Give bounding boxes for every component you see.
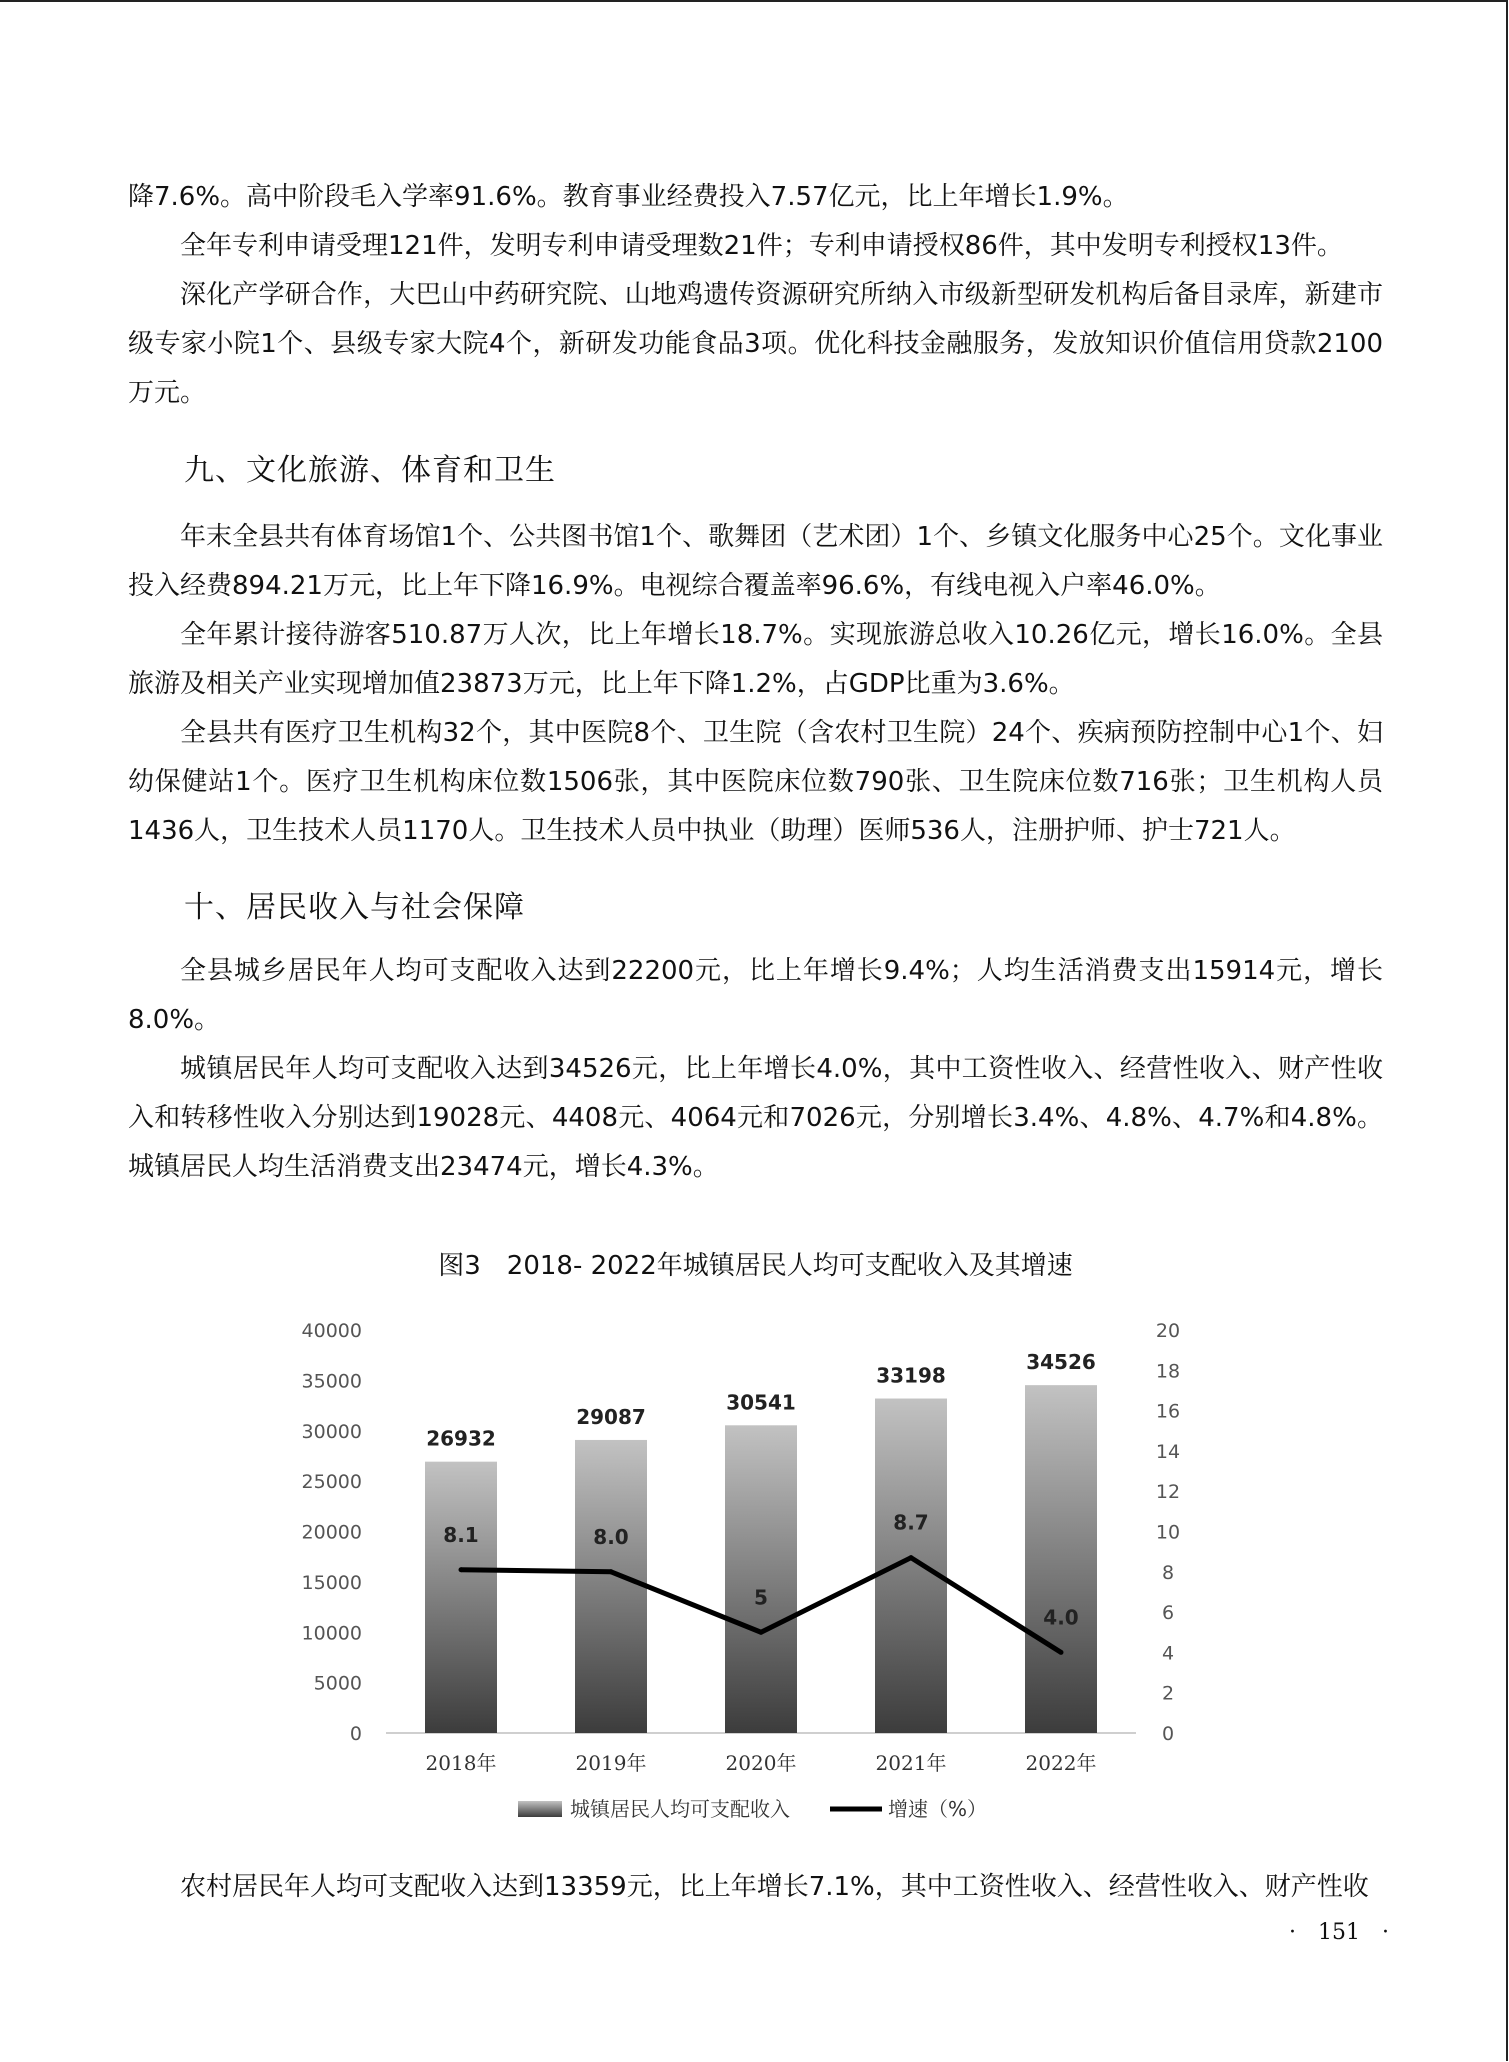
line-point — [759, 1630, 764, 1635]
paragraph: 年末全县共有体育场馆1个、公共图书馆1个、歌舞团（艺术团）1个、乡镇文化服务中心25个。文化事业投入经费894.21万元，比上年下降16.9%。电视综合覆盖率96.6%，有线电视入户率46.0%。 — [128, 522, 1383, 601]
section10-paragraphs — [128, 947, 1383, 1192]
top-paragraphs — [128, 173, 1383, 418]
bottom-paragraph — [128, 1863, 1383, 1912]
bar-data-label: 30541 — [726, 1390, 796, 1415]
bar — [1025, 1385, 1097, 1733]
y-left-tick-label: 20000 — [301, 1521, 362, 1544]
y-right-tick-label: 20 — [1155, 1320, 1181, 1342]
x-tick-label: 2019年 — [575, 1751, 647, 1775]
y-left-tick-label: 40000 — [301, 1320, 362, 1342]
y-left-tick-label: 10000 — [301, 1622, 362, 1645]
y-right-tick-label: 10 — [1155, 1521, 1181, 1544]
paragraph: 深化产学研合作，大巴山中药研究院、山地鸡遗传资源研究所纳入市级新型研发机构后备目录库，新建市级专家小院1个、县级专家大院4个，新研发功能食品3项。优化科技金融服务，发放知识价值信用贷款2100万元。 — [128, 280, 1383, 408]
line-point — [459, 1567, 464, 1572]
y-right-tick-label: 14 — [1155, 1440, 1181, 1463]
y-left-tick-label: 0 — [349, 1723, 362, 1745]
line-data-label: 4.0 — [1043, 1605, 1079, 1630]
y-right-tick-label: 8 — [1161, 1561, 1175, 1584]
bar — [575, 1440, 647, 1733]
y-right-tick-label: 12 — [1155, 1481, 1181, 1504]
figure-title: 图3 2018- 2022年城镇居民人均可支配收入及其增速 — [438, 1251, 1073, 1281]
legend-line-label: 增速（%） — [888, 1797, 988, 1821]
y-left-tick-label: 25000 — [301, 1471, 362, 1494]
income-chart — [290, 1305, 1181, 1835]
section-heading: 十、居民收入与社会保障 — [184, 890, 525, 925]
paragraph: 全县共有医疗卫生机构32个，其中医院8个、卫生院（含农村卫生院）24个、疾病预防控制中心1个、妇幼保健站1个。医疗卫生机构床位数1506张，其中医院床位数790张、卫生院床位数716张；卫生机构人员1436人，卫生技术人员1170人。卫生技术人员中执业（助理）医师536人，注册护师、护士721人。 — [128, 718, 1383, 846]
paragraph: 全年累计接待游客510.87万人次，比上年增长18.7%。实现旅游总收入10.26亿元，增长16.0%。全县旅游及相关产业实现增加值23873万元，比上年下降1.2%，占GDP比重为3.6%。 — [128, 620, 1383, 699]
legend-bar-label: 城镇居民人均可支配收入 — [570, 1797, 790, 1821]
section-heading: 九、文化旅游、体育和卫生 — [184, 453, 556, 488]
x-tick-label: 2022年 — [1025, 1751, 1097, 1775]
y-right-tick-label: 16 — [1155, 1400, 1181, 1423]
x-tick-label: 2018年 — [425, 1751, 497, 1775]
paragraph: 全县城乡居民年人均可支配收入达到22200元，比上年增长9.4%；人均生活消费支出15914元，增长8.0%。 — [128, 956, 1383, 1035]
line-data-label: 8.7 — [893, 1510, 929, 1535]
bar-data-label: 26932 — [426, 1426, 496, 1451]
x-tick-label: 2020年 — [725, 1751, 797, 1775]
bar-data-label: 34526 — [1026, 1350, 1096, 1375]
bar — [725, 1425, 797, 1733]
section9-paragraphs — [128, 513, 1383, 856]
y-left-tick-label: 15000 — [301, 1571, 362, 1594]
line-point — [1059, 1650, 1064, 1655]
y-right-tick-label: 2 — [1161, 1682, 1175, 1705]
page-number: · 151 · — [1289, 1920, 1389, 1945]
y-left-tick-label: 5000 — [313, 1672, 362, 1695]
paragraph: 农村居民年人均可支配收入达到13359元，比上年增长7.1%，其中工资性收入、经营性收入、财产性收 — [180, 1872, 1369, 1902]
y-right-tick-label: 0 — [1161, 1723, 1175, 1745]
paragraph: 降7.6%。高中阶段毛入学率91.6%。教育事业经费投入7.57亿元，比上年增长1.9%。 — [128, 182, 1129, 212]
bar — [875, 1399, 947, 1733]
paragraph: 城镇居民年人均可支配收入达到34526元，比上年增长4.0%，其中工资性收入、经营性收入、财产性收入和转移性收入分别达到19028元、4408元、4064元和7026元，分别增长3.4%、4.8%、4.7%和4.8%。城镇居民人均生活消费支出23474元，增长4.3%。 — [128, 1054, 1383, 1182]
y-right-tick-label: 4 — [1161, 1642, 1175, 1665]
legend-bar-swatch — [518, 1801, 562, 1817]
x-tick-label: 2021年 — [875, 1751, 947, 1775]
bar-data-label: 29087 — [576, 1404, 646, 1429]
bar-data-label: 33198 — [876, 1363, 946, 1388]
y-left-tick-label: 30000 — [301, 1420, 362, 1443]
line-point — [909, 1555, 914, 1560]
paragraph: 全年专利申请受理121件，发明专利申请受理数21件；专利申请授权86件，其中发明专利授权13件。 — [180, 231, 1343, 261]
bar — [425, 1462, 497, 1733]
y-right-tick-label: 18 — [1155, 1360, 1181, 1383]
line-data-label: 5 — [754, 1585, 768, 1610]
chart-plot — [302, 1320, 1181, 1821]
line-data-label: 8.1 — [443, 1522, 479, 1547]
line-data-label: 8.0 — [593, 1524, 629, 1549]
y-right-tick-label: 6 — [1161, 1602, 1175, 1625]
line-point — [609, 1569, 614, 1574]
y-left-tick-label: 35000 — [301, 1370, 362, 1393]
